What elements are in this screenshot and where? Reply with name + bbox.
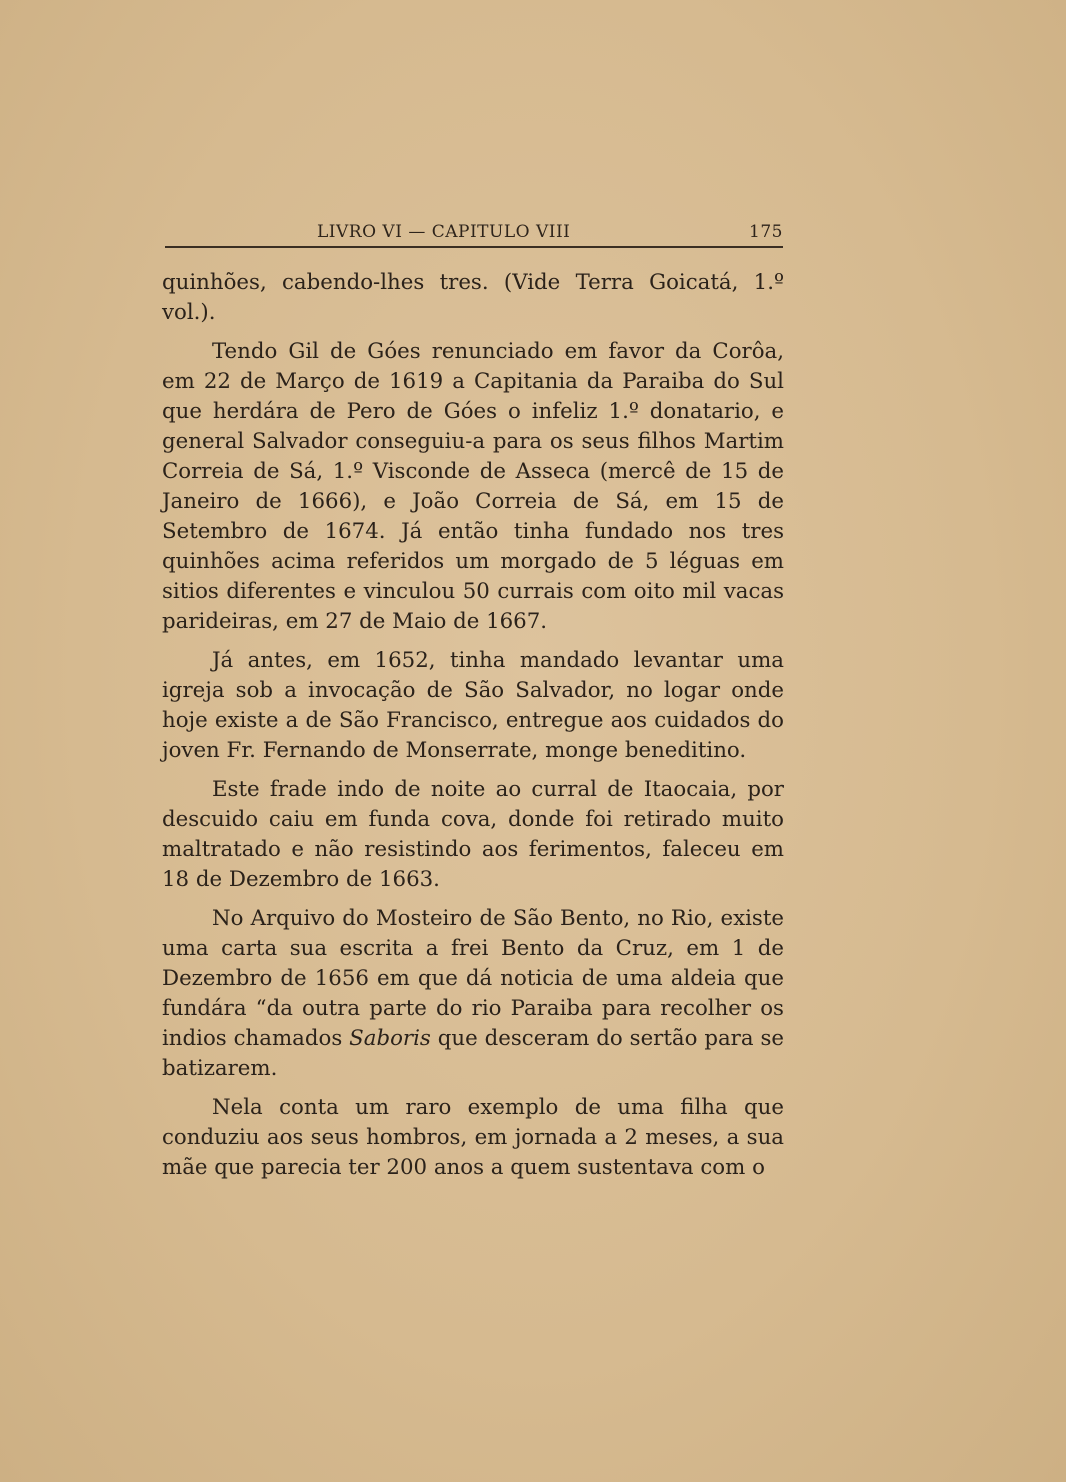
body-text — [162, 268, 784, 1183]
paragraph-igreja: Já antes, em 1652, tinha mandado levantar uma igreja sob a invocação de São Salvador, no logar onde hoje existe a de São Francisco, entregue aos cuidados do joven Fr. Fernando de Monserrate, monge beneditino. — [162, 648, 784, 763]
chapter-heading: LIVRO VI — CAPITULO VIII — [317, 222, 571, 242]
paragraph-arquivo — [162, 904, 784, 1084]
page-number: 175 — [749, 222, 783, 242]
paragraph-capitania: Tendo Gil de Góes renunciado em favor da Corôa, em 22 de Março de 1619 a Capitania da Paraiba do Sul que herdára de Pero de Góes o infeliz 1.º donatario, e general Salvador conseguiu-a para os seus filhos Martim Correia de Sá, 1.º Visconde de Asseca (mercê de 15 de Janeiro de 1666), e João Correia de Sá, em 15 de Setembro de 1674. Já então tinha fundado nos tres quinhões acima referidos um morgado de 5 léguas em sitios diferentes e vinculou 50 currais com oito mil vacas parideiras, em 27 de Maio de 1667. — [162, 339, 784, 634]
paragraph-arquivo-text-after: que desceram do sertão para se batizarem. — [162, 1026, 784, 1081]
paragraph-frade: Este frade indo de noite ao curral de Itaocaia, por descuido caiu em funda cova, donde foi retirado muito maltratado e não resistindo aos ferimentos, faleceu em 18 de Dezembro de 1663. — [162, 777, 784, 892]
paragraph-arquivo-text-before: No Arquivo do Mosteiro de São Bento, no Rio, existe uma carta sua escrita a frei Bento da Cruz, em 1 de Dezembro de 1656 em que dá noticia de uma aldeia que fundára “da outra parte do rio Paraiba para recolher os indios chamados — [162, 906, 784, 1051]
running-header — [165, 220, 783, 248]
paragraph-exemplo: Nela conta um raro exemplo de uma filha que conduziu aos seus hombros, em jornada a 2 meses, a sua mãe que parecia ter 200 anos a quem sustentava com o — [162, 1095, 784, 1180]
paragraph-continuation: quinhões, cabendo-lhes tres. (Vide Terra Goicatá, 1.º vol.). — [162, 270, 784, 325]
paragraph-arquivo-italic: Saboris — [349, 1026, 431, 1051]
